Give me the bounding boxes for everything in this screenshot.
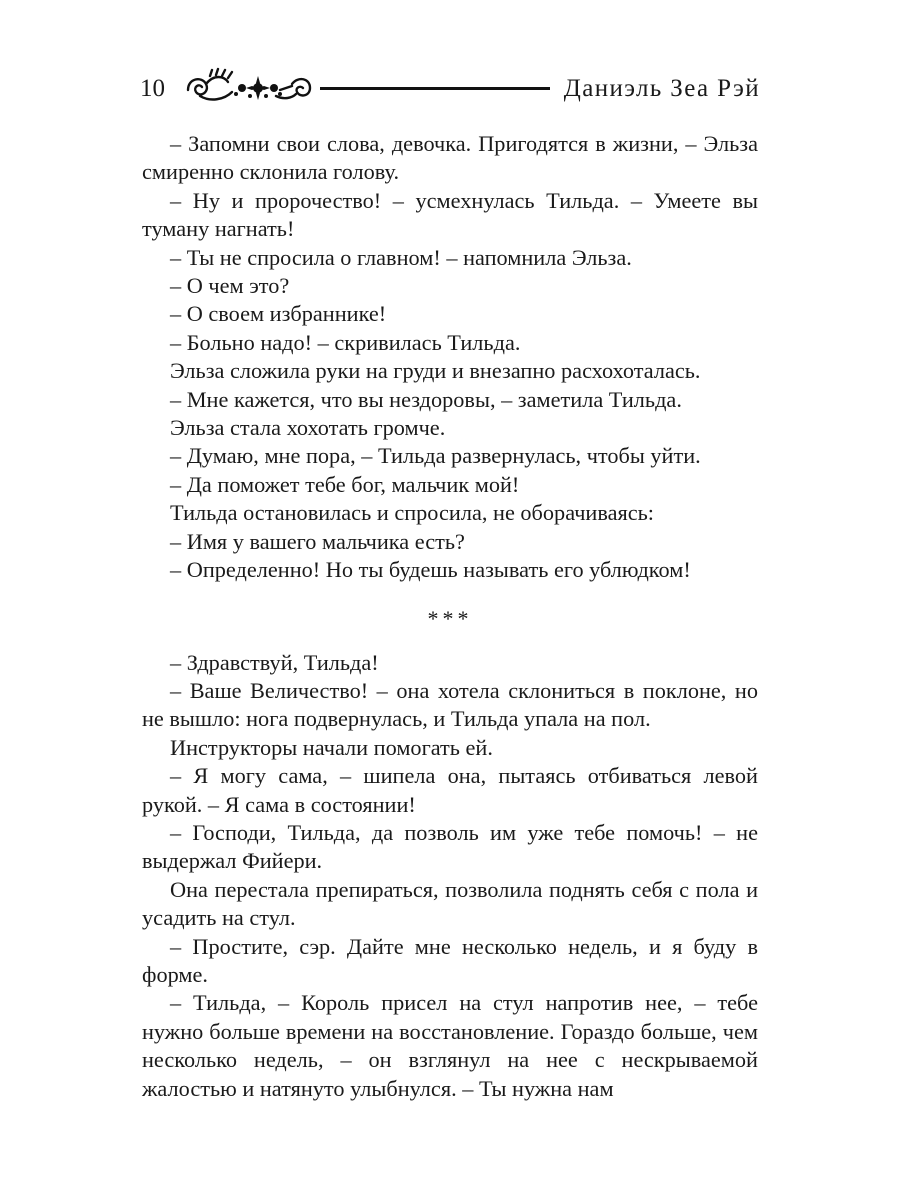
- paragraph: – Ваше Величество! – она хотела склониться в поклоне, но не вышло: нога подвернулась, и Тильда упала на пол.: [142, 677, 758, 732]
- paragraph: – О чем это?: [170, 273, 290, 299]
- paragraph: – Мне кажется, что вы нездоровы, – заметила Тильда.: [170, 386, 682, 412]
- paragraph: – Ну и пророчество! – усмехнулась Тильда. – Умеете вы туману нагнать!: [142, 187, 758, 242]
- paragraph: – О своем избраннике!: [170, 301, 387, 327]
- paragraph: – Думаю, мне пора, – Тильда развернулась, чтобы уйти.: [170, 443, 701, 469]
- paragraph: – Имя у вашего мальчика есть?: [170, 528, 465, 554]
- paragraph: – Определенно! Но ты будешь называть его ублюдком!: [170, 557, 691, 583]
- paragraph: – Господи, Тильда, да позволь им уже тебе помочь! – не выдержал Фийери.: [142, 819, 758, 874]
- floral-flourish-icon: [180, 66, 320, 110]
- page-number: 10: [140, 74, 165, 102]
- paragraph: – Здравствуй, Тильда!: [170, 649, 379, 675]
- paragraph: – Ты не спросила о главном! – напомнила Эльза.: [170, 244, 632, 270]
- paragraph: Тильда остановилась и спросила, не оборачиваясь:: [170, 500, 654, 526]
- paragraph: Инструкторы начали помогать ей.: [170, 734, 493, 760]
- paragraph: Она перестала препираться, позволила поднять себя с пола и усадить на стул.: [142, 876, 758, 931]
- paragraph: – Запомни свои слова, девочка. Пригодятся в жизни, – Эльза смиренно склонила голову.: [142, 131, 758, 185]
- section-separator: ***: [427, 605, 473, 631]
- paragraph: – Тильда, – Король присел на стул напротив нее, – тебе нужно больше времени на восстановление. Гораздо больше, чем несколько недель, – он взглянул на нее с нескрываемой жалостью и натянуто улыбнулся. – Ты нужна нам: [142, 990, 758, 1101]
- paragraph: Эльза стала хохотать громче.: [170, 415, 446, 441]
- paragraph: – Я могу сама, – шипела она, пытаясь отбиваться левой рукой. – Я сама в состоянии!: [142, 763, 758, 817]
- header-rule: [320, 87, 550, 90]
- paragraph: Эльза сложила руки на груди и внезапно расхохоталась.: [170, 358, 701, 384]
- book-text: [142, 130, 758, 1103]
- paragraph: – Да поможет тебе бог, мальчик мой!: [170, 471, 520, 497]
- running-title: Даниэль Зеа Рэй: [563, 74, 760, 102]
- paragraph: – Больно надо! – скривилась Тильда.: [170, 329, 521, 355]
- paragraph: – Простите, сэр. Дайте мне несколько недель, и я буду в форме.: [142, 933, 758, 987]
- page-header: [140, 66, 760, 110]
